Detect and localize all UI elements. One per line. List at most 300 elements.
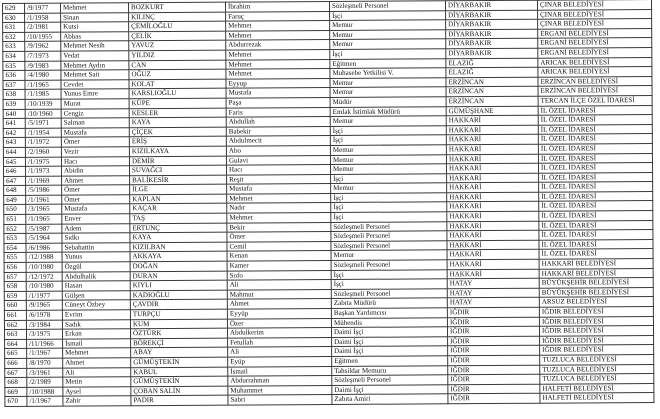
row-number-cell: 640 [3, 109, 25, 119]
surname-cell: ERİŞ [129, 136, 226, 146]
first-name-cell: Ahmet [62, 175, 130, 185]
first-name-cell: Vedat [61, 51, 129, 61]
row-number-cell: 629 [3, 3, 25, 13]
first-name-cell: Sebahattin [62, 243, 130, 253]
birth-date-cell: /10/1955 [25, 32, 61, 42]
province-cell: HAKKARİ [447, 183, 539, 193]
first-name-cell: Cevdet [61, 79, 129, 89]
province-cell: HAKKARİ [447, 269, 539, 279]
first-name-cell: Mehmet [63, 348, 131, 358]
birth-date-cell: /2/1981 [25, 22, 61, 32]
row-number-cell: 632 [3, 32, 25, 42]
surname-cell: KARSLIOĞLU [129, 88, 226, 98]
institution-cell: İL ÖZEL İDARESİ [539, 230, 653, 240]
position-cell: Eğitmen [332, 356, 448, 366]
position-cell: Müdür [330, 97, 446, 107]
institution-cell: HAKKARİ BELEDİYESİ [539, 268, 653, 278]
first-name-cell: Sıdkı [62, 233, 130, 243]
father-name-cell: Abdulkerim [227, 328, 331, 338]
first-name-cell: Gülşen [62, 291, 130, 301]
birth-date-cell: /1/1961 [26, 195, 62, 205]
father-name-cell: Mustafa [226, 88, 330, 98]
institution-cell: İL ÖZEL İDARESİ [539, 239, 653, 249]
position-cell: İşçi [330, 49, 446, 59]
institution-cell: BÜYÜKŞEHİR BELEDİYESİ [539, 287, 653, 297]
position-cell: Eğitmen [330, 58, 446, 68]
position-cell: Başkan Yardımcısı [331, 308, 447, 318]
row-number-cell: 638 [3, 90, 25, 100]
birth-date-cell: /1/1967 [27, 349, 63, 359]
row-number-cell: 660 [4, 301, 26, 311]
position-cell: Daimi İşçi [331, 327, 447, 337]
father-name-cell: Faris [226, 107, 330, 117]
father-name-cell: Sofo [227, 270, 331, 280]
birth-date-cell: /6/1978 [26, 310, 62, 320]
surname-cell: ÇOBAN SALİN [131, 386, 228, 396]
institution-cell: İL ÖZEL İDARESİ [539, 211, 653, 221]
father-name-cell: Nadır [227, 203, 331, 213]
row-number-cell: 656 [4, 262, 26, 272]
birth-date-cell: /1/1975 [25, 157, 61, 167]
surname-cell: KUM [130, 319, 227, 329]
row-number-cell: 648 [4, 186, 26, 196]
institution-cell: İL ÖZEL İDARESİ [539, 191, 653, 201]
row-number-cell: 630 [3, 13, 25, 23]
surname-cell: İLGE [130, 184, 227, 194]
first-name-cell: Cüneyt Özbey [62, 300, 130, 310]
institution-cell: İL ÖZEL İDARESİ [539, 220, 653, 230]
surname-cell: YILDIZ [129, 50, 226, 60]
row-number-cell: 649 [4, 195, 26, 205]
birth-date-cell: /3/1975 [26, 329, 62, 339]
province-cell: HAKKARİ [447, 211, 539, 221]
row-number-cell: 657 [4, 272, 26, 282]
surname-cell: TURPÇU [130, 309, 227, 319]
position-cell: Tahsildar Memuru [332, 365, 448, 375]
province-cell: HAKKARİ [446, 125, 538, 135]
institution-cell: TUZLUCA BELEDİYESİ [540, 364, 654, 374]
father-name-cell: Ömer [227, 232, 331, 242]
institution-cell: İL ÖZEL İDARESİ [539, 201, 653, 211]
institution-cell: IĞDIR BELEDİYESİ [540, 345, 654, 355]
surname-cell: KAYA [130, 232, 227, 242]
first-name-cell: Sinan [61, 12, 129, 22]
scanned-document-page [2, 0, 654, 416]
father-name-cell: Eyüp [228, 356, 332, 366]
row-number-cell: 664 [5, 339, 27, 349]
surname-cell: ERTUNÇ [130, 223, 227, 233]
row-number-cell: 644 [3, 147, 25, 157]
surname-cell: BALİKESİR [130, 175, 227, 185]
row-number-cell: 647 [4, 176, 26, 186]
first-name-cell: İsmail [63, 339, 131, 349]
father-name-cell: Muhammet [228, 385, 332, 395]
birth-date-cell: /3/1961 [27, 368, 63, 378]
first-name-cell: Hasan [62, 281, 130, 291]
institution-cell: TUZLUCA BELEDİYESİ [540, 354, 654, 364]
position-cell: Sözleşmeli Personel [331, 241, 447, 251]
surname-cell: DOĞAN [130, 261, 227, 271]
surname-cell: KIYLI [130, 280, 227, 290]
institution-cell: HAKKARİ BELEDİYESİ [539, 259, 653, 269]
province-cell: GÜMÜŞHANE [446, 106, 538, 116]
institution-cell: IĞDIR BELEDİYESİ [539, 316, 653, 326]
surname-cell: ÇAVDIR [130, 300, 227, 310]
position-cell: Sözleşmeli Personel [331, 231, 447, 241]
surname-cell: KADIOĞLU [130, 290, 227, 300]
first-name-cell: Ömer [62, 195, 130, 205]
institution-cell: ERZİNCAN BELEDİYESİ [538, 86, 652, 96]
institution-cell: HALFETİ BELEDİYESİ [540, 393, 654, 403]
institution-cell: TUZLUCA BELEDİYESİ [540, 374, 654, 384]
surname-cell: KÜPE [129, 98, 226, 108]
province-cell: DİYARBAKIR [446, 48, 538, 58]
first-name-cell: Aysel [63, 386, 131, 396]
province-cell: HAKKARİ [447, 192, 539, 202]
province-cell: HAKKARİ [447, 221, 539, 231]
birth-date-cell: /10/1988 [27, 387, 63, 397]
surname-cell: GÜMÜŞTEKİN [131, 357, 228, 367]
first-name-cell: Mehmet Aydın [61, 60, 129, 70]
father-name-cell: Mustafa [227, 184, 331, 194]
province-cell: DİYARBAKIR [446, 19, 538, 29]
position-cell: Memur [330, 164, 446, 174]
institution-cell: ÇINAR BELEDİYESİ [538, 9, 652, 19]
province-cell: ERZİNCAN [446, 96, 538, 106]
position-cell: Emlak İstimlak Müdürü [330, 106, 446, 116]
province-cell: HATAY [447, 298, 539, 308]
position-cell: Memur [330, 30, 446, 40]
father-name-cell: Ahmet [227, 299, 331, 309]
surname-cell: TAŞ [130, 213, 227, 223]
position-cell: Memur [331, 183, 447, 193]
position-cell: Memur [330, 116, 446, 126]
surname-cell: KILINÇ [129, 12, 226, 22]
row-number-cell: 658 [4, 282, 26, 292]
row-number-cell: 661 [4, 310, 26, 320]
institution-cell: IĞDIR BELEDİYESİ [539, 307, 653, 317]
institution-cell: İL ÖZEL İDARESİ [538, 153, 652, 163]
institution-cell: IĞDIR BELEDİYESİ [540, 335, 654, 345]
birth-date-cell: /12/1988 [26, 253, 62, 263]
province-cell: HAKKARİ [446, 144, 538, 154]
surname-cell: KAÇAR [130, 204, 227, 214]
first-name-cell: Mehmet Sait [61, 70, 129, 80]
row-number-cell: 645 [3, 157, 25, 167]
institution-cell: ARSUZ BELEDİYESİ [539, 297, 653, 307]
position-cell: Memur [330, 39, 446, 49]
row-number-cell: 653 [4, 234, 26, 244]
father-name-cell: Mehmet [226, 49, 330, 59]
first-name-cell: Adem [62, 223, 130, 233]
birth-date-cell: /9/1962 [25, 42, 61, 52]
father-name-cell: Mahmut [227, 289, 331, 299]
row-number-cell: 669 [5, 387, 27, 397]
province-cell: HAKKARİ [447, 259, 539, 269]
row-number-cell: 659 [4, 291, 26, 301]
father-name-cell: Mehmet [226, 59, 330, 69]
row-number-cell: 651 [4, 214, 26, 224]
birth-date-cell: /3/1965 [26, 205, 62, 215]
birth-date-cell: /1/1954 [25, 128, 61, 138]
first-name-cell: Mehmet [61, 3, 129, 13]
father-name-cell: Kenan [227, 251, 331, 261]
first-name-cell: Özgül [62, 262, 130, 272]
first-name-cell: Ömer [61, 137, 129, 147]
birth-date-cell: /1/1973 [25, 166, 61, 176]
institution-cell: ARICAK BELEDİYESİ [538, 67, 652, 77]
birth-date-cell: /3/1984 [26, 320, 62, 330]
first-name-cell: Abidin [61, 166, 129, 176]
father-name-cell: Abdullah [226, 117, 330, 127]
province-cell: IĞDIR [448, 394, 540, 404]
surname-cell: KESLER [129, 108, 226, 118]
father-name-cell: İbrahim [225, 1, 329, 11]
position-cell: İşçi [330, 10, 446, 20]
first-name-cell: Mustafa [61, 127, 129, 137]
row-number-cell: 670 [5, 397, 27, 407]
surname-cell: PADIR [131, 395, 228, 405]
father-name-cell: Bekir [227, 222, 331, 232]
row-number-cell: 641 [3, 118, 25, 128]
father-name-cell: Reşit [227, 174, 331, 184]
birth-date-cell: /9/1983 [25, 61, 61, 71]
birth-date-cell: /1/1965 [26, 214, 62, 224]
surname-cell: ÇİÇEK [129, 127, 226, 137]
surname-cell: BOZKURT [129, 2, 226, 12]
institution-cell: ERGANİ BELEDİYESİ [538, 38, 652, 48]
first-name-cell: Sadık [62, 319, 130, 329]
father-name-cell: Babekir [226, 126, 330, 136]
position-cell: İşçi [331, 269, 447, 279]
province-cell: IĞDIR [448, 346, 540, 356]
surname-cell: GÜMÜŞTEKİN [131, 376, 228, 386]
position-cell: Zabıta Amiri [332, 394, 448, 404]
surname-cell: ÇELİK [129, 31, 226, 41]
institution-cell: İL ÖZEL İDARESİ [538, 143, 652, 153]
province-cell: HAKKARİ [446, 154, 538, 164]
province-cell: IĞDIR [447, 307, 539, 317]
surname-cell: DEMİR [129, 156, 226, 166]
institution-cell: IĞDIR BELEDİYESİ [539, 326, 653, 336]
row-number-cell: 663 [4, 330, 26, 340]
institution-cell: TERCAN İLÇE ÖZEL İDARESİ [538, 95, 652, 105]
surname-cell: KIZILKAYA [129, 146, 226, 156]
father-name-cell: Ali [227, 280, 331, 290]
birth-date-cell: /5/1964 [26, 233, 62, 243]
institution-cell: ÇINAR BELEDİYESİ [538, 19, 652, 29]
row-number-cell: 650 [4, 205, 26, 215]
province-cell: HATAY [447, 288, 539, 298]
first-name-cell: Mustafa [62, 204, 130, 214]
surname-cell: OĞUZ [129, 69, 226, 79]
institution-cell: İL ÖZEL İDARESİ [539, 172, 653, 182]
position-cell: Daimi İşçi [332, 337, 448, 347]
birth-date-cell: /4/1980 [25, 70, 61, 80]
personnel-table-body [3, 0, 654, 406]
father-name-cell: Fetullah [228, 337, 332, 347]
first-name-cell: Mehmet Nesih [61, 41, 129, 51]
first-name-cell: Cengiz [61, 108, 129, 118]
father-name-cell: Faruç [226, 11, 330, 21]
first-name-cell: Abbas [61, 32, 129, 42]
province-cell: DİYARBAKIR [445, 0, 537, 10]
institution-cell: ERGANİ BELEDİYESİ [538, 48, 652, 58]
province-cell: ERZİNCAN [446, 87, 538, 97]
birth-date-cell: /10/1960 [25, 109, 61, 119]
surname-cell: ÇEMİLOĞLU [129, 21, 226, 31]
institution-cell: İL ÖZEL İDARESİ [538, 163, 652, 173]
surname-cell: YAVUZ [129, 41, 226, 51]
father-name-cell: Abdurrezak [226, 40, 330, 50]
birth-date-cell: /1/1965 [25, 80, 61, 90]
birth-date-cell: /6/1986 [26, 243, 62, 253]
row-number-cell: 643 [3, 138, 25, 148]
position-cell: İşçi [330, 135, 446, 145]
province-cell: IĞDIR [448, 374, 540, 384]
position-cell: Muhasebe Yetkilisi V. [330, 68, 446, 78]
province-cell: DİYARBAKIR [446, 29, 538, 39]
row-number-cell: 662 [4, 320, 26, 330]
institution-cell: ERGANİ BELEDİYESİ [538, 28, 652, 38]
province-cell: HAKKARİ [447, 250, 539, 260]
first-name-cell: Murat [61, 99, 129, 109]
birth-date-cell: /10/1939 [25, 99, 61, 109]
father-name-cell: Abo [226, 145, 330, 155]
province-cell: DİYARBAKIR [446, 10, 538, 20]
position-cell: Memur [330, 154, 446, 164]
first-name-cell: Vezir [61, 147, 129, 157]
province-cell: IĞDIR [448, 336, 540, 346]
surname-cell: KOLAT [129, 79, 226, 89]
father-name-cell: Sabri [228, 395, 332, 405]
province-cell: IĞDIR [447, 326, 539, 336]
father-name-cell: Abdurrahman [228, 376, 332, 386]
birth-date-cell: /10/1980 [26, 281, 62, 291]
surname-cell: ABAY [131, 348, 228, 358]
birth-date-cell: /5/1971 [25, 118, 61, 128]
province-cell: IĞDIR [448, 355, 540, 365]
position-cell: Daimi İşçi [332, 385, 448, 395]
province-cell: HAKKARİ [447, 230, 539, 240]
surname-cell: DURAN [130, 271, 227, 281]
position-cell: Memur [330, 87, 446, 97]
surname-cell: AKKAYA [130, 252, 227, 262]
birth-date-cell: /8/1970 [27, 358, 63, 368]
position-cell: Zabıta Müdürü [331, 298, 447, 308]
province-cell: HAKKARİ [447, 173, 539, 183]
father-name-cell: Eyyup [226, 78, 330, 88]
row-number-cell: 635 [3, 61, 25, 71]
row-number-cell: 633 [3, 42, 25, 52]
birth-date-cell: /1/1985 [25, 89, 61, 99]
first-name-cell: Enver [62, 214, 130, 224]
birth-date-cell: /1/1969 [26, 176, 62, 186]
province-cell: DİYARBAKIR [446, 39, 538, 49]
row-number-cell: 666 [5, 358, 27, 368]
province-cell: HATAY [447, 278, 539, 288]
institution-cell: ARICAK BELEDİYESİ [538, 57, 652, 67]
birth-date-cell: /9/1965 [26, 301, 62, 311]
row-number-cell: 667 [5, 368, 27, 378]
institution-cell: ÇINAR BELEDİYESİ [537, 0, 651, 10]
position-cell: İşçi [330, 126, 446, 136]
position-cell: Sözleşmeli Personel [331, 221, 447, 231]
institution-cell: BÜYÜKŞEHİR BELEDİYESİ [539, 278, 653, 288]
province-cell: HAKKARİ [447, 202, 539, 212]
row-number-cell: 642 [3, 128, 25, 138]
position-cell: Daimi İşçi [332, 346, 448, 356]
province-cell: HAKKARİ [446, 115, 538, 125]
row-number-cell: 637 [3, 80, 25, 90]
row-number-cell: 655 [4, 253, 26, 263]
birth-date-cell: /1/1972 [25, 137, 61, 147]
row-number-cell: 668 [5, 378, 27, 388]
surname-cell: KIZILBAN [130, 242, 227, 252]
row-number-cell: 654 [4, 243, 26, 253]
institution-cell: İL ÖZEL İDARESİ [539, 182, 653, 192]
institution-cell: İL ÖZEL İDARESİ [538, 105, 652, 115]
surname-cell: SUVAĞCI [129, 165, 226, 175]
position-cell: Memur [330, 78, 446, 88]
birth-date-cell: /10/1980 [26, 262, 62, 272]
father-name-cell: Ali [228, 347, 332, 357]
position-cell: Sözleşmeli Personel [332, 375, 448, 385]
father-name-cell: Mehmet [226, 21, 330, 31]
father-name-cell: Mehmet [227, 213, 331, 223]
position-cell: Memur [330, 145, 446, 155]
position-cell: Memur [331, 250, 447, 260]
province-cell: IĞDIR [448, 384, 540, 394]
position-cell: Memur [330, 20, 446, 30]
institution-cell: İL ÖZEL İDARESİ [538, 124, 652, 134]
father-name-cell: Kamer [227, 261, 331, 271]
surname-cell: KAYA [129, 117, 226, 127]
first-name-cell: Evrim [62, 310, 130, 320]
position-cell: İşçi [331, 212, 447, 222]
row-number-cell: 634 [3, 51, 25, 61]
position-cell: Mühendis [331, 317, 447, 327]
province-cell: HAKKARİ [446, 135, 538, 145]
father-name-cell: Paşa [226, 97, 330, 107]
institution-cell: İL ÖZEL İDARESİ [538, 115, 652, 125]
birth-date-cell: /1/1977 [26, 291, 62, 301]
first-name-cell: Salman [61, 118, 129, 128]
personnel-table [2, 0, 654, 407]
institution-cell: İL ÖZEL İDARESİ [538, 134, 652, 144]
surname-cell: ÖZTÜRK [130, 328, 227, 338]
first-name-cell: Kutsi [61, 22, 129, 32]
first-name-cell: Metin [63, 377, 131, 387]
position-cell: Sözleşmeli Personel [331, 260, 447, 270]
first-name-cell: Abdulhalik [62, 271, 130, 281]
province-cell: HAKKARİ [447, 240, 539, 250]
father-name-cell: Gulavi [226, 155, 330, 165]
surname-cell: CAN [129, 60, 226, 70]
first-name-cell: Ömer [62, 185, 130, 195]
father-name-cell: Abdulmecit [226, 136, 330, 146]
surname-cell: BÖREKÇİ [131, 338, 228, 348]
first-name-cell: Yunus Emre [61, 89, 129, 99]
birth-date-cell: /2/1960 [25, 147, 61, 157]
surname-cell: KAPLAN [130, 194, 227, 204]
institution-cell: HALFETİ BELEDİYESİ [540, 383, 654, 393]
birth-date-cell: /1/1958 [25, 13, 61, 23]
father-name-cell: Hacı [226, 165, 330, 175]
father-name-cell: Özer [227, 318, 331, 328]
row-number-cell: 652 [4, 224, 26, 234]
birth-date-cell: /5/1986 [26, 185, 62, 195]
